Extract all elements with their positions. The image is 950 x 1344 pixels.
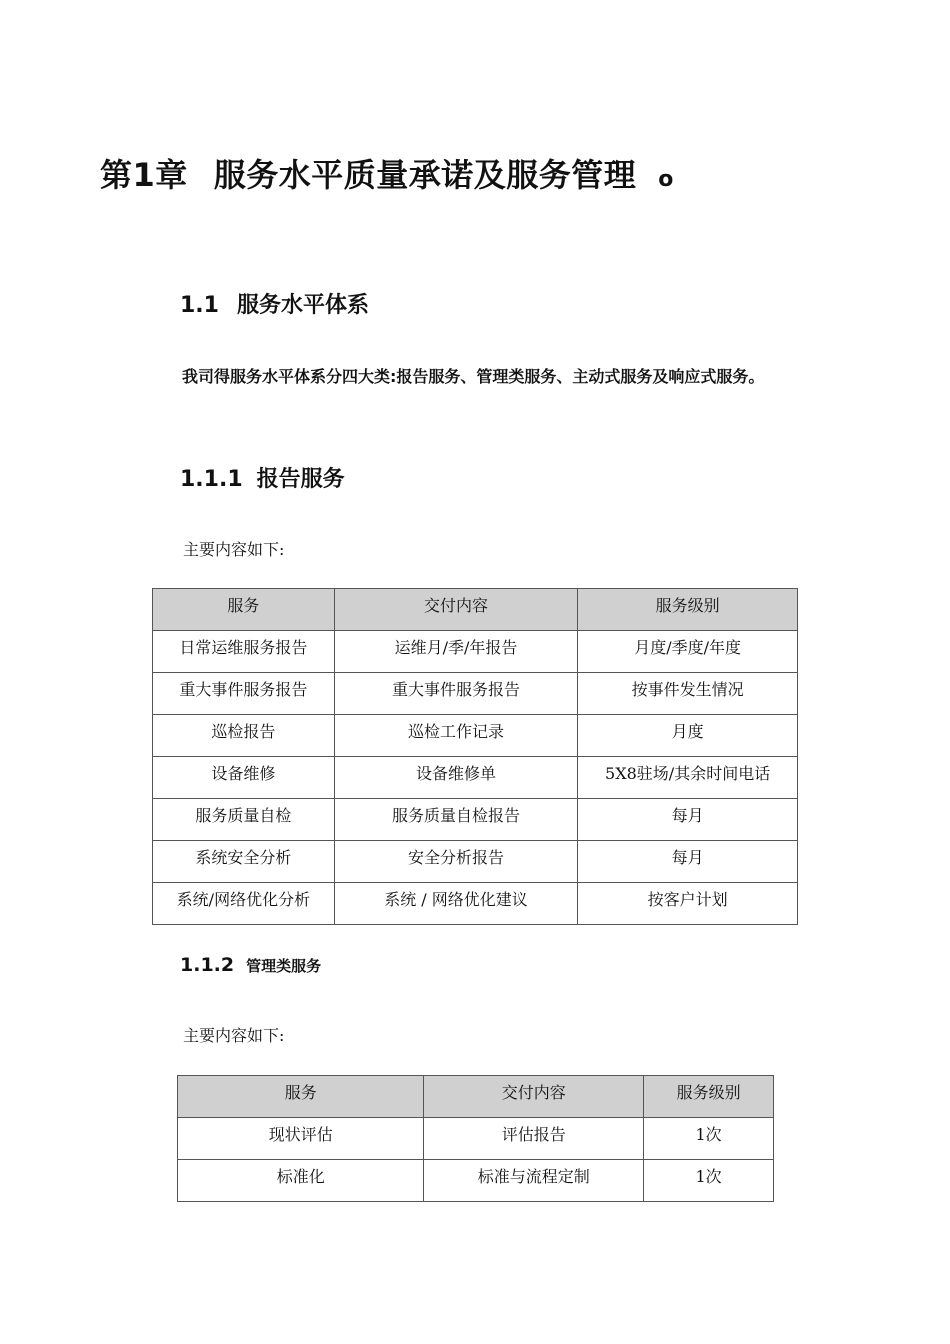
table-cell: 日常运维服务报告: [153, 631, 335, 673]
header-cell: 交付内容: [424, 1076, 644, 1118]
table-cell: 设备维修: [153, 757, 335, 799]
table-cell: 服务质量自检: [153, 799, 335, 841]
table-cell: 1次: [644, 1160, 774, 1202]
table-cell: 标准与流程定制: [424, 1160, 644, 1202]
table-cell: 月度/季度/年度: [578, 631, 798, 673]
table-row: [153, 631, 798, 673]
table-row: [153, 841, 798, 883]
table-cell: 设备维修单: [334, 757, 577, 799]
table-cell: 标准化: [178, 1160, 424, 1202]
subsection-title: 管理类服务: [246, 957, 322, 975]
section-title: 服务水平体系: [236, 293, 369, 318]
table-cell: 按客户计划: [578, 883, 798, 925]
section-number: 1.1: [180, 293, 219, 318]
subsection-number: 1.1.2: [180, 954, 235, 976]
table-row: [178, 1160, 774, 1202]
table-cell: 系统安全分析: [153, 841, 335, 883]
table-cell: 每月: [578, 799, 798, 841]
table-cell: 月度: [578, 715, 798, 757]
table-cell: 重大事件服务报告: [334, 673, 577, 715]
table-cell: 1次: [644, 1118, 774, 1160]
table-cell: 巡检工作记录: [334, 715, 577, 757]
header-cell: 服务: [153, 589, 335, 631]
table-cell: 系统/网络优化分析: [153, 883, 335, 925]
table-row: [153, 883, 798, 925]
table-row: [153, 673, 798, 715]
table-cell: 每月: [578, 841, 798, 883]
table-row: [153, 757, 798, 799]
header-cell: 服务级别: [644, 1076, 774, 1118]
header-cell: 交付内容: [334, 589, 577, 631]
subsection-number: 1.1.1: [180, 467, 243, 492]
management-services-table: [177, 1075, 774, 1202]
subsection-heading-report: [180, 462, 345, 493]
header-cell: 服务: [178, 1076, 424, 1118]
table-cell: 5X8驻场/其余时间电话: [578, 757, 798, 799]
management-intro: 主要内容如下:: [183, 1026, 285, 1045]
table-cell: 系统 / 网络优化建议: [334, 883, 577, 925]
table-cell: 现状评估: [178, 1118, 424, 1160]
section-paragraph: 我司得服务水平体系分四大类:报告服务、管理类服务、主动式服务及响应式服务。: [182, 367, 765, 386]
table-row: [153, 799, 798, 841]
chapter-heading: [100, 150, 674, 196]
table-header-row: [178, 1076, 774, 1118]
chapter-mark: o: [658, 167, 674, 192]
table-row: [178, 1118, 774, 1160]
table-row: [153, 715, 798, 757]
report-intro: 主要内容如下:: [183, 540, 285, 559]
table-cell: 服务质量自检报告: [334, 799, 577, 841]
table-cell: 巡检报告: [153, 715, 335, 757]
section-heading: [180, 288, 369, 319]
header-cell: 服务级别: [578, 589, 798, 631]
table-cell: 运维月/季/年报告: [334, 631, 577, 673]
table-cell: 评估报告: [424, 1118, 644, 1160]
chapter-title: 服务水平质量承诺及服务管理: [213, 156, 637, 194]
table-cell: 按事件发生情况: [578, 673, 798, 715]
table-header-row: [153, 589, 798, 631]
chapter-number: 第1章: [100, 156, 188, 194]
subsection-title: 报告服务: [256, 467, 345, 492]
table-cell: 重大事件服务报告: [153, 673, 335, 715]
subsection-heading-management: [180, 954, 321, 976]
report-services-table: [152, 588, 798, 925]
table-cell: 安全分析报告: [334, 841, 577, 883]
